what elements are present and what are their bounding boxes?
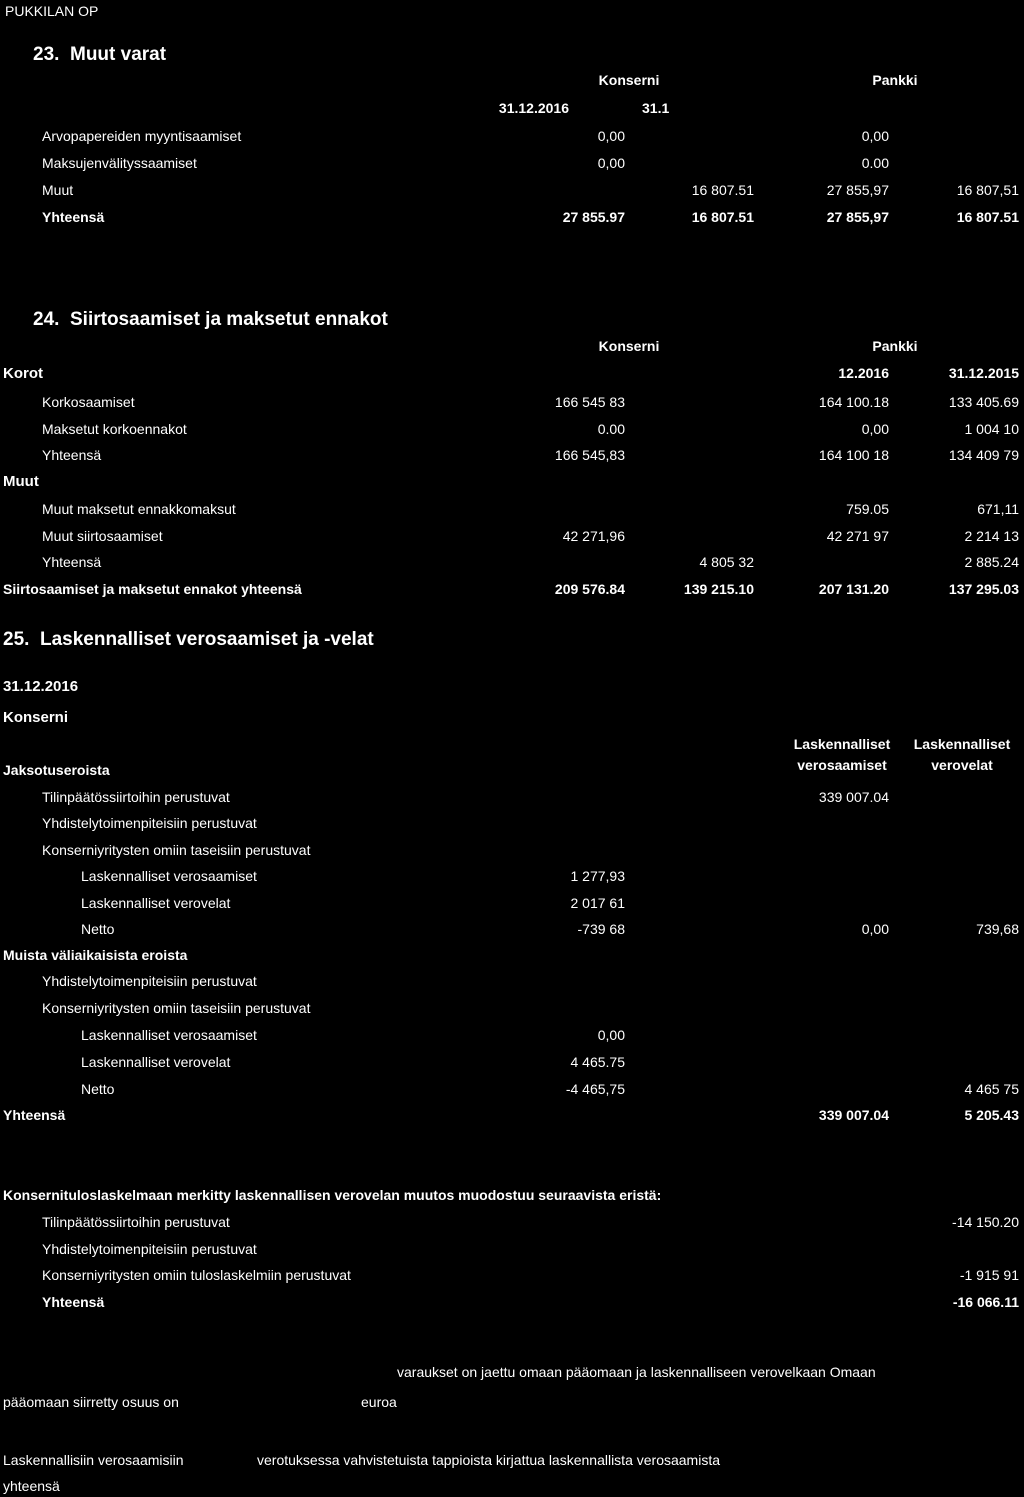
table-cell: 137 295.03 — [948, 581, 1019, 597]
table-cell: 4 465.75 — [570, 1054, 625, 1070]
table-cell: 2 214 13 — [964, 528, 1019, 544]
table-row-label: Arvopapereiden myyntisaamiset — [42, 128, 242, 144]
table-cell: 166 545,83 — [554, 447, 625, 463]
table-cell: 4 465 75 — [964, 1081, 1019, 1097]
section-25-number: 25. — [3, 629, 30, 650]
table-row-label: Tilinpäätössiirtoihin perustuvat — [42, 789, 230, 805]
section-25-title: Laskennalliset verosaamiset ja -velat — [40, 629, 374, 650]
table-row-label: Yhdistelytoimenpiteisiin perustuvat — [42, 815, 257, 831]
s23-date2: 31.1 — [642, 100, 670, 116]
s25-col-verovelat: verovelat — [931, 757, 993, 773]
table-cell: 42 271,96 — [562, 528, 625, 544]
table-cell: 0,00 — [861, 128, 889, 144]
s23-date1: 31.12.2016 — [498, 100, 569, 116]
table-cell: 164 100 18 — [818, 447, 889, 463]
table-cell: 133 405.69 — [948, 394, 1019, 410]
s25-col-verovelat: Laskennalliset — [913, 736, 1011, 752]
table-row-label: Maksujenvälityssaamiset — [42, 155, 197, 171]
table-row-label: Yhteensä — [42, 447, 102, 463]
table-cell: 209 576.84 — [554, 581, 625, 597]
table-cell: 134 409 79 — [948, 447, 1019, 463]
table-row-label: Laskennalliset verosaamiset — [81, 1027, 257, 1043]
table-cell: 0,00 — [861, 921, 889, 937]
table-row-label: Yhteensä — [42, 209, 105, 225]
table-cell: -739 68 — [577, 921, 625, 937]
table-cell: 759.05 — [846, 501, 889, 517]
section-24-title: Siirtosaamiset ja maksetut ennakot — [70, 309, 388, 330]
s24-group-muut: Muut — [3, 473, 39, 490]
s25-group-konserni: Konserni — [3, 709, 69, 726]
table-cell: 27 855,97 — [826, 209, 889, 225]
table-row-label: Laskennalliset verovelat — [81, 895, 231, 911]
table-row-label: Muut siirtosaamiset — [42, 528, 163, 544]
table-cell: 207 131.20 — [818, 581, 889, 597]
s25-col-verosaamiset: Laskennalliset — [793, 736, 891, 752]
table-row-label: Laskennalliset verosaamiset — [81, 868, 257, 884]
s24-group-korot: Korot — [3, 365, 43, 382]
table-cell: 0.00 — [597, 421, 625, 437]
table-cell: 139 215.10 — [683, 581, 754, 597]
table-cell: 27 855.97 — [562, 209, 625, 225]
table-row-label: Muut — [42, 182, 74, 198]
table-cell: 1 277,93 — [570, 868, 625, 884]
table-cell: 164 100.18 — [818, 394, 889, 410]
table-row-label: Yhdistelytoimenpiteisiin perustuvat — [42, 973, 257, 989]
section-23-number: 23. — [33, 44, 60, 65]
table-row-label: Konserniyritysten omiin taseisiin perustuvat — [42, 842, 311, 858]
table-row-label: Yhteensä — [42, 554, 102, 570]
section-24-number: 24. — [33, 309, 60, 330]
table-cell: 0,00 — [597, 155, 625, 171]
table-cell: 0,00 — [861, 421, 889, 437]
table-row-label: Korkosaamiset — [42, 394, 135, 410]
table-row-label: Laskennalliset verovelat — [81, 1054, 231, 1070]
table-cell: 2 017 61 — [570, 895, 625, 911]
table-cell: 0.00 — [861, 155, 889, 171]
table-row-label: Siirtosaamiset ja maksetut ennakot yhteensä — [3, 581, 302, 597]
footer-line2a: pääomaan siirretty osuus on — [3, 1394, 179, 1410]
table-row-label: Muut maksetut ennakkomaksut — [42, 501, 236, 517]
table-row-label: Konserniyritysten omiin taseisiin perustuvat — [42, 1000, 311, 1016]
table-row-label: Yhteensä — [3, 1107, 66, 1123]
s24-col-konserni: Konserni — [598, 338, 660, 354]
section-23-title: Muut varat — [70, 44, 167, 65]
table-cell: 2 885.24 — [964, 554, 1019, 570]
table-cell: 1 004 10 — [964, 421, 1019, 437]
muutos-title: Konsernituloslaskelmaan merkitty laskennallisen verovelan muutos muodostuu seuraavista eristä: — [3, 1187, 662, 1203]
table-row-label: Netto — [81, 921, 115, 937]
table-cell: -14 150.20 — [952, 1214, 1019, 1230]
table-cell: -16 066.11 — [952, 1294, 1019, 1310]
table-cell: 671,11 — [977, 501, 1019, 517]
table-row-label: Konserniyritysten omiin tuloslaskelmiin perustuvat — [42, 1267, 351, 1283]
table-cell: 5 205.43 — [964, 1107, 1019, 1123]
s25-col-verosaamiset: verosaamiset — [797, 757, 887, 773]
table-row-label: Yhteensä — [42, 1294, 105, 1310]
footer-line2b: euroa — [361, 1394, 397, 1410]
table-cell: 42 271 97 — [826, 528, 889, 544]
s25-sub-muista: Muista väliaikaisista eroista — [3, 947, 188, 963]
s25-sub-jaksotuseroista: Jaksotuseroista — [3, 762, 110, 778]
s24-date-p2: 31.12.2015 — [948, 365, 1019, 381]
footer-line3b: verotuksessa vahvistetuista tappioista kirjattua laskennallista verosaamista — [257, 1452, 721, 1468]
table-row-label: Netto — [81, 1081, 115, 1097]
table-row-label: Maksetut korkoennakot — [42, 421, 187, 437]
table-cell: 16 807.51 — [956, 209, 1019, 225]
table-row-label: Yhdistelytoimenpiteisiin perustuvat — [42, 1241, 257, 1257]
table-cell: 739,68 — [976, 921, 1019, 937]
page-header: PUKKILAN OP — [5, 3, 99, 19]
s23-col-konserni: Konserni — [598, 72, 660, 88]
s24-col-pankki: Pankki — [872, 338, 918, 354]
table-cell: 339 007.04 — [818, 1107, 889, 1123]
table-cell: -1 915 91 — [959, 1267, 1019, 1283]
table-cell: 339 007.04 — [818, 789, 889, 805]
table-cell: -4 465,75 — [565, 1081, 625, 1097]
footer-line4: yhteensä — [3, 1478, 60, 1494]
table-cell: 0,00 — [597, 128, 625, 144]
table-cell: 4 805 32 — [699, 554, 754, 570]
footer-line1: varaukset on jaettu omaan pääomaan ja laskennalliseen verovelkaan Omaan — [397, 1364, 876, 1380]
s25-date: 31.12.2016 — [3, 678, 79, 695]
s23-col-pankki: Pankki — [872, 72, 918, 88]
table-cell: 166 545 83 — [554, 394, 625, 410]
s24-date-p1: 12.2016 — [838, 365, 889, 381]
table-cell: 27 855,97 — [826, 182, 889, 198]
table-cell: 16 807.51 — [691, 182, 754, 198]
table-row-label: Tilinpäätössiirtoihin perustuvat — [42, 1214, 230, 1230]
table-cell: 0,00 — [597, 1027, 625, 1043]
table-cell: 16 807.51 — [691, 209, 754, 225]
table-cell: 16 807,51 — [956, 182, 1019, 198]
footer-line3a: Laskennallisiin verosaamisiin — [3, 1452, 184, 1468]
